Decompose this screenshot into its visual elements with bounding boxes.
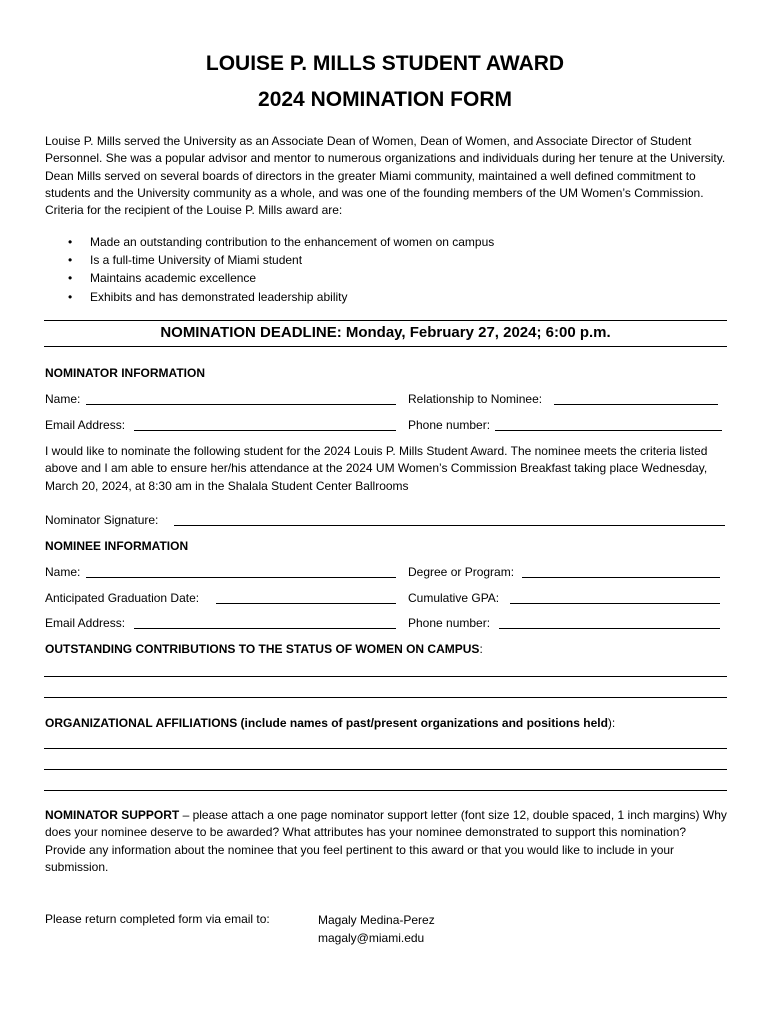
deadline-top-rule bbox=[44, 320, 727, 321]
affiliations-answer-line[interactable] bbox=[44, 748, 727, 749]
contributions-heading: OUTSTANDING CONTRIBUTIONS TO THE STATUS OF WOMEN ON CAMPUS bbox=[45, 642, 480, 656]
bullet-icon: • bbox=[68, 271, 73, 286]
affiliations-answer-line[interactable] bbox=[44, 769, 727, 770]
criteria-item: • Is a full-time University of Miami student bbox=[68, 253, 303, 268]
degree-label: Degree or Program: bbox=[408, 565, 515, 579]
criteria-item: • Made an outstanding contribution to the enhancement of women on campus bbox=[68, 235, 495, 249]
gpa-field[interactable] bbox=[510, 603, 720, 604]
nominee-phone-field[interactable] bbox=[499, 628, 720, 629]
contributions-heading-row: OUTSTANDING CONTRIBUTIONS TO THE STATUS OF WOMEN ON CAMPUS: bbox=[45, 642, 483, 656]
signature-field[interactable] bbox=[174, 525, 725, 526]
criteria-list bbox=[68, 233, 494, 306]
relationship-field[interactable] bbox=[554, 404, 718, 405]
criteria-item: • Exhibits and has demonstrated leadership ability bbox=[68, 289, 348, 304]
intro-paragraph: Louise P. Mills served the University as an Associate Dean of Women, Dean of Women, and Associate Director of Student Personnel. She was a popular advisor and mentor to numerous organizations and individuals during her tenure at the University. Dean Mills served on several boards of directors in the greater Miami community, maintained a well defined commitment to students and the University community as a whole, and was one of the founding members of the UM Women’s Commission. Criteria for the recipient of the Louise P. Mills award are: bbox=[45, 134, 726, 218]
nominator-phone-field[interactable] bbox=[495, 430, 722, 431]
gpa-label: Cumulative GPA: bbox=[408, 591, 500, 605]
nominee-email-field[interactable] bbox=[134, 628, 396, 629]
bullet-icon: • bbox=[68, 289, 73, 304]
criteria-item: • Maintains academic excellence bbox=[68, 271, 257, 286]
nominator-email-field[interactable] bbox=[134, 430, 396, 431]
bullet-icon: • bbox=[68, 253, 73, 268]
contact-name: Magaly Medina-Perez bbox=[318, 913, 435, 927]
contact-email[interactable]: magaly@miami.edu bbox=[318, 931, 425, 945]
return-instructions: Please return completed form via email to: bbox=[45, 912, 270, 926]
form-title-line-2: 2024 NOMINATION FORM bbox=[258, 88, 512, 111]
signature-label: Nominator Signature: bbox=[45, 513, 159, 527]
affiliations-heading: ORGANIZATIONAL AFFILIATIONS (include names of past/present organizations and positions held bbox=[45, 716, 608, 730]
nominator-support-text: – please attach a one page nominator support letter (font size 12, double spaced, 1 inch margins) Why does your nominee deserve to be awarded? What attributes has your nominee demonstrated to support this nomination? Provide any information about the nominee that you feel pertinent to this award or that you would like to include in your submission. bbox=[45, 808, 727, 874]
form-title-line-1: LOUISE P. MILLS STUDENT AWARD bbox=[205, 52, 565, 75]
nominator-phone-label: Phone number: bbox=[408, 418, 491, 432]
nominator-heading: NOMINATOR INFORMATION bbox=[45, 366, 205, 380]
nominee-name-field[interactable] bbox=[86, 577, 396, 578]
graduation-date-field[interactable] bbox=[216, 603, 396, 604]
nominator-email-label: Email Address: bbox=[45, 418, 126, 432]
nominator-support-heading: NOMINATOR SUPPORT bbox=[45, 808, 180, 822]
nominee-email-label: Email Address: bbox=[45, 616, 126, 630]
nominator-name-label: Name: bbox=[45, 392, 81, 406]
relationship-label: Relationship to Nominee: bbox=[408, 392, 543, 406]
nominee-name-label: Name: bbox=[45, 565, 81, 579]
deadline-bottom-rule bbox=[44, 346, 727, 347]
contributions-answer-line[interactable] bbox=[44, 676, 727, 677]
nomination-statement: I would like to nominate the following student for the 2024 Louis P. Mills Student Award. The nominee meets the criteria listed above and I am able to ensure her/his attendance at the 2024 UM Women’s Commission Breakfast taking place Wednesday, March 20, 2024, at 8:30 am in the Shalala Student Center Ballrooms bbox=[45, 444, 708, 493]
degree-field[interactable] bbox=[522, 577, 720, 578]
contributions-answer-line[interactable] bbox=[44, 697, 727, 698]
affiliations-heading-row: ORGANIZATIONAL AFFILIATIONS (include names of past/present organizations and positions held): bbox=[45, 716, 616, 730]
nominee-heading: NOMINEE INFORMATION bbox=[45, 539, 189, 553]
affiliations-answer-line[interactable] bbox=[44, 790, 727, 791]
nominator-name-field[interactable] bbox=[86, 404, 396, 405]
bullet-icon: • bbox=[68, 235, 73, 249]
graduation-date-label: Anticipated Graduation Date: bbox=[45, 591, 200, 605]
nominee-phone-label: Phone number: bbox=[408, 616, 491, 630]
nominator-support-paragraph bbox=[45, 807, 727, 876]
nomination-deadline: NOMINATION DEADLINE: Monday, February 27, 2024; 6:00 p.m. bbox=[160, 324, 611, 341]
